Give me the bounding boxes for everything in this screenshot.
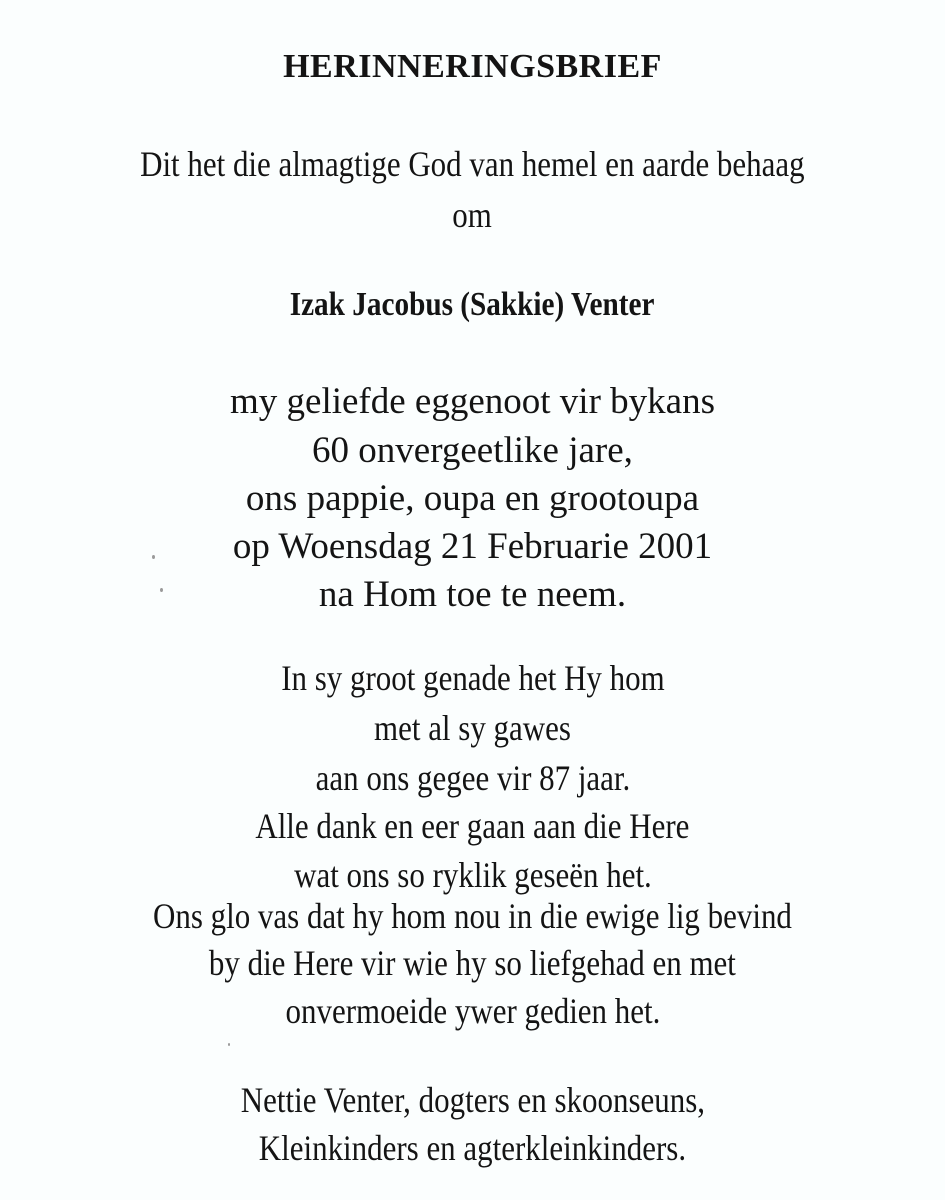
scan-speck xyxy=(160,588,163,592)
intro-line-1-text: Dit het die almagtige God van hemel en aarde behaag xyxy=(140,144,805,184)
stanza-2-line-1-text: In sy groot genade het Hy hom xyxy=(280,658,665,698)
stanza-2-line-6-text: Ons glo vas dat hy hom nou in die ewige lig bevind xyxy=(153,896,792,936)
stanza-1-line-4-text: op Woensdag 21 Februarie 2001 xyxy=(232,526,713,567)
stanza-2-line-4-text: Alle dank en eer gaan aan die Here xyxy=(255,806,690,846)
signature-line-2 xyxy=(0,1130,945,1166)
stanza-2-line-2-text: met al sy gawes xyxy=(374,708,571,748)
stanza-2-line-2 xyxy=(0,710,945,746)
signature-line-2-text: Kleinkinders en agterkleinkinders. xyxy=(258,1128,687,1168)
document-title xyxy=(0,50,945,84)
stanza-2-line-5 xyxy=(0,857,945,893)
stanza-1-line-3 xyxy=(0,480,945,517)
stanza-2-line-5-text: wat ons so ryklik geseën het. xyxy=(293,855,652,895)
stanza-2-line-3-text: aan ons gegee vir 87 jaar. xyxy=(315,758,630,798)
intro-line-2-text: om xyxy=(452,195,493,235)
stanza-2-line-8 xyxy=(0,993,945,1029)
stanza-2-line-7 xyxy=(0,945,945,981)
stanza-2-line-4 xyxy=(0,808,945,844)
stanza-1-line-3-text: ons pappie, oupa en grootoupa xyxy=(245,478,700,519)
intro-line-1 xyxy=(0,146,945,182)
signature-line-1 xyxy=(0,1082,945,1118)
stanza-2-line-1 xyxy=(0,660,945,696)
stanza-1-line-5-text: na Hom toe te neem. xyxy=(318,574,627,615)
stanza-1-line-2-text: 60 onvergeetlike jare, xyxy=(312,430,633,471)
deceased-name xyxy=(0,288,945,322)
scan-speck xyxy=(152,555,155,559)
stanza-1-line-2 xyxy=(0,432,945,469)
stanza-2-line-3 xyxy=(0,760,945,796)
intro-line-2 xyxy=(0,197,945,233)
scan-speck xyxy=(228,1043,230,1046)
stanza-2-line-6 xyxy=(0,898,945,934)
deceased-name-text: Izak Jacobus (Sakkie) Venter xyxy=(290,286,655,323)
signature-line-1-text: Nettie Venter, dogters en skoonseuns, xyxy=(240,1080,705,1120)
document-title-text: HERINNERINGSBRIEF xyxy=(283,48,662,85)
stanza-2-line-7-text: by die Here vir wie hy so liefgehad en met xyxy=(208,943,736,983)
stanza-1-line-1-text: my geliefde eggenoot vir bykans xyxy=(230,381,715,422)
stanza-1-line-4 xyxy=(0,528,945,565)
stanza-1-line-1 xyxy=(0,383,945,420)
stanza-1-line-5 xyxy=(0,576,945,613)
stanza-2-line-8-text: onvermoeide ywer gedien het. xyxy=(285,991,660,1031)
